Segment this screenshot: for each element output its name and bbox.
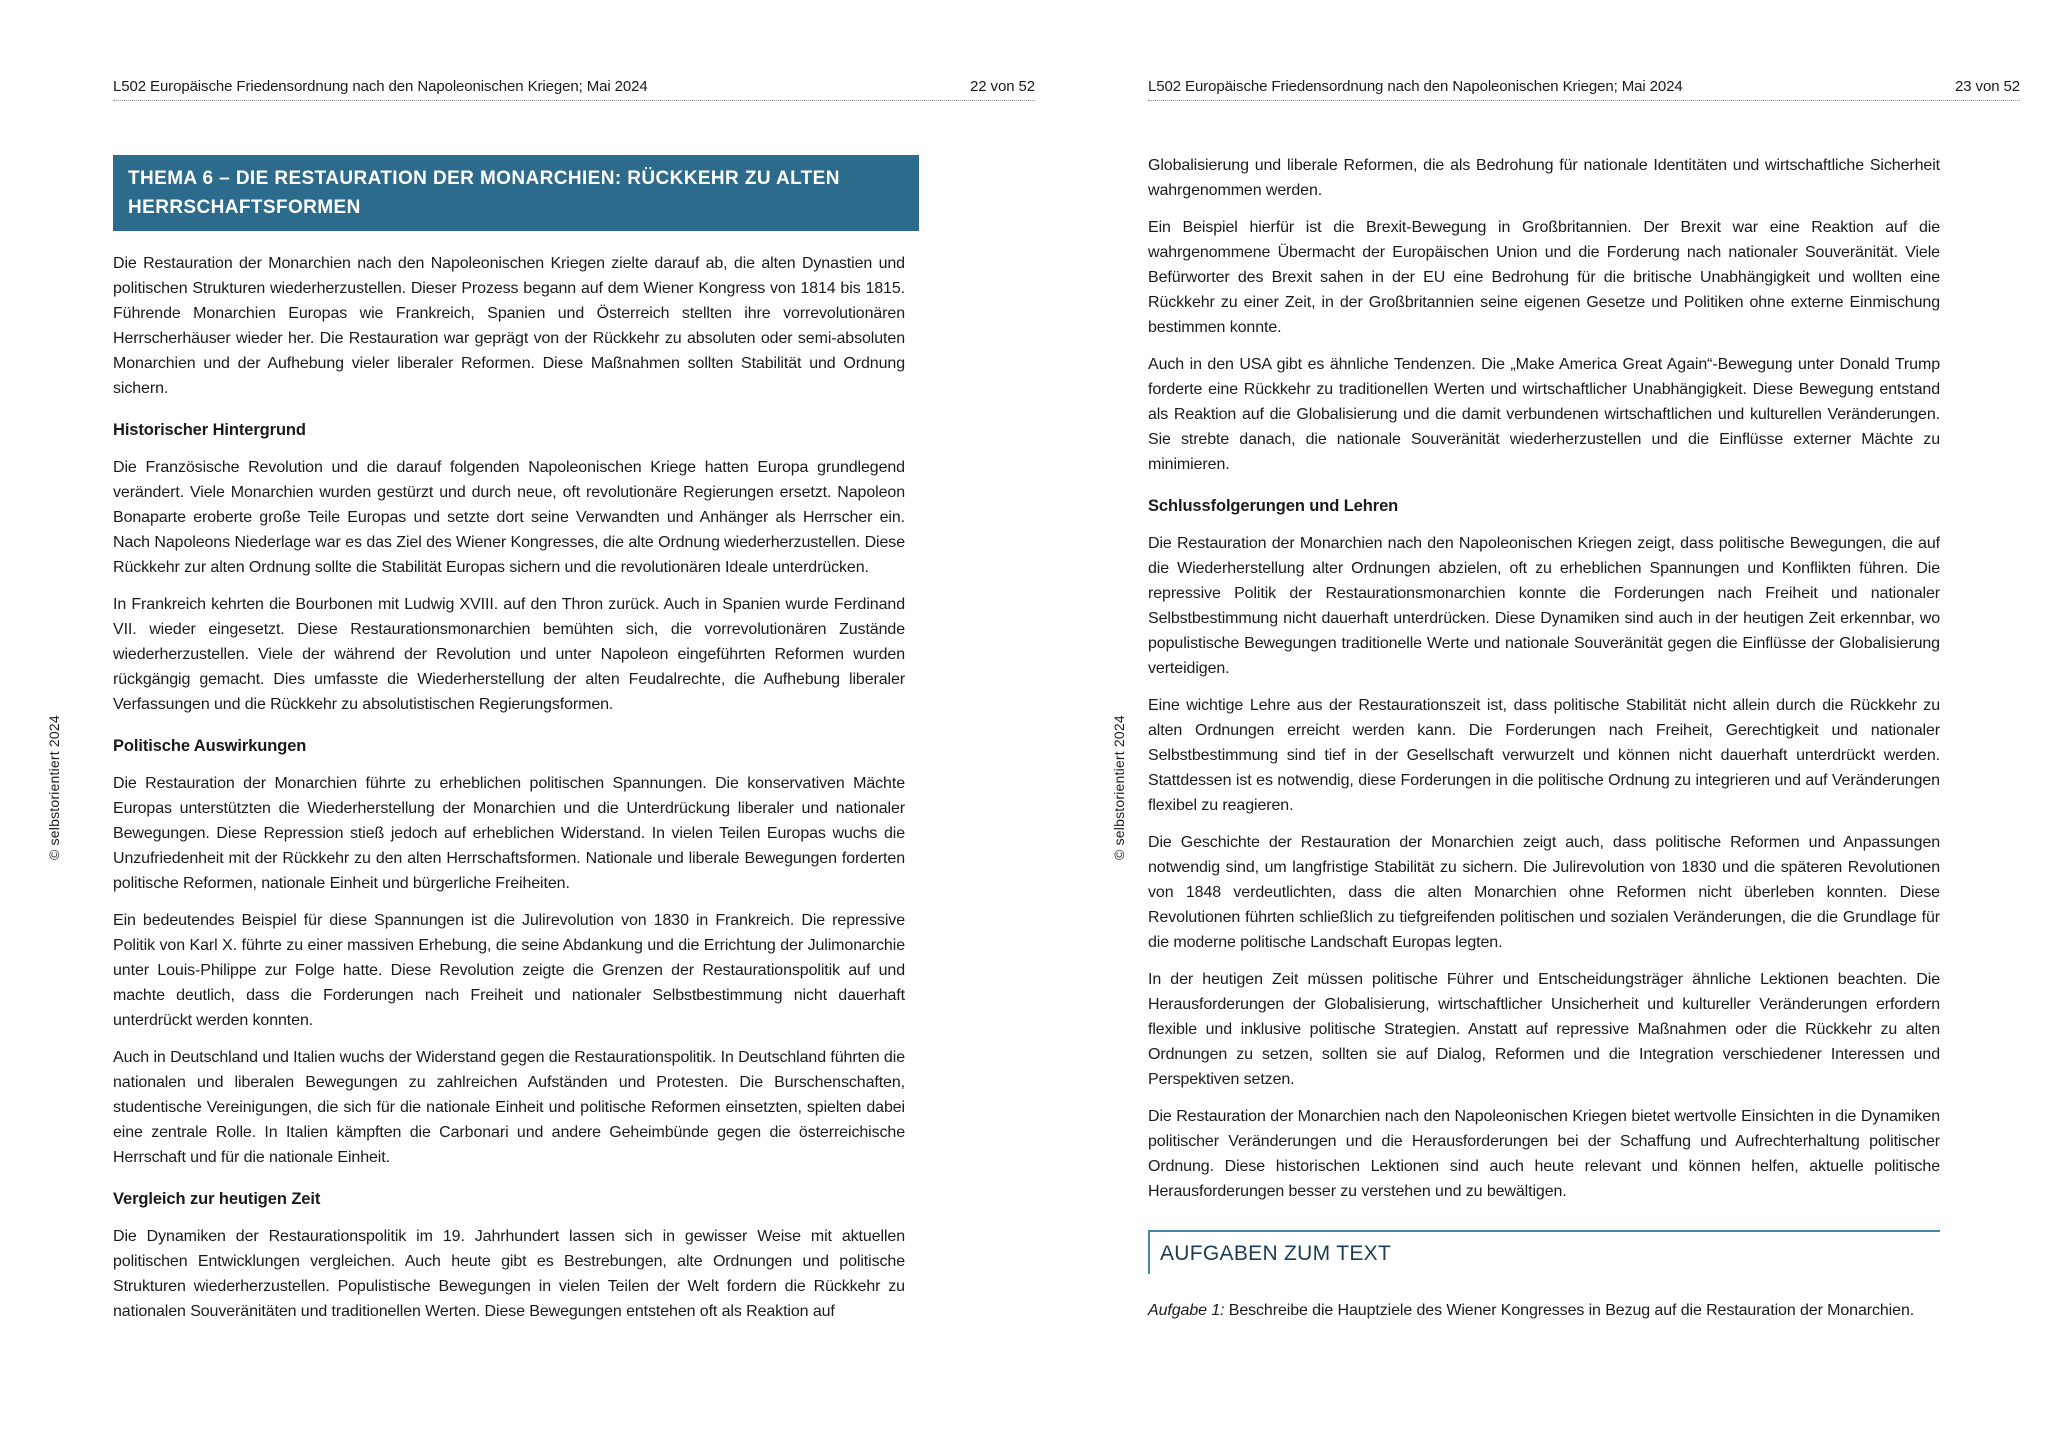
page-body [1148,153,1940,1204]
paragraph: Ein bedeutendes Beispiel für diese Spannungen ist die Julirevolution von 1830 in Frankreich. Die repressive Politik von Karl X. führte zu einer massiven Erhebung, die seine Abdankung und die Errichtung der Julimonarchie unter Louis-Philippe zur Folge hatte. Diese Revolution zeigte die Grenzen der Restaurationspolitik auf und machte deutlich, dass die Forderungen nach Freiheit und nationaler Selbstbestimmung nicht dauerhaft unterdrückt werden konnten. [113,912,905,1029]
paragraph: Die Restauration der Monarchien nach den Napoleonischen Kriegen zielte darauf ab, die alten Dynastien und politischen Strukturen wiederherzustellen. Dieser Prozess begann auf dem Wiener Kongress von 1814 bis 1815. Führende Monarchien Europas wie Frankreich, Spanien und Österreich stellten ihre vorrevolutionären Herrscherhäuser wieder her. Die Restauration war geprägt von der Rückkehr zu absoluten oder semi-absoluten Monarchien und der Aufhebung vieler liberaler Reformen. Diese Maßnahmen sollten Stabilität und Ordnung sichern. [113,255,905,397]
paragraph: Ein Beispiel hierfür ist die Brexit-Bewegung in Großbritannien. Der Brexit war eine Reaktion auf die wahrgenommene Übermacht der Europäischen Union und die Forderung nach nationaler Souveränität. Viele Befürworter des Brexit sahen in der EU eine Bedrohung für die britische Unabhängigkeit und wollten eine Rückkehr zu einer Zeit, in der Großbritannien seine eigenen Gesetze und Politiken ohne externe Einmischung bestimmen konnte. [1148,219,1940,336]
paragraph: Globalisierung und liberale Reformen, die als Bedrohung für nationale Identitäten und wirtschaftliche Sicherheit wahrgenommen werden. [1148,157,1940,199]
section-heading: Schlussfolgerungen und Lehren [1148,497,1399,515]
header-title: L502 Europäische Friedensordnung nach den Napoleonischen Kriegen; Mai 2024 [1148,78,1683,95]
paragraph: In der heutigen Zeit müssen politische Führer und Entscheidungsträger ähnliche Lektionen beachten. Die Herausforderungen der Globalisierung, wirtschaftlicher Unsicherheit und kultureller Veränderungen erfordern flexible und inklusive politische Strategien. Anstatt auf repressive Maßnahmen oder die Rückkehr zu alten Ordnungen zu setzen, sollten sie auf Dialog, Reformen und die Integration verschiedener Interessen und Perspektiven setzen. [1148,971,1940,1088]
copyright-vertical-left: © selbstorientiert 2024 [46,715,62,860]
paragraph: Die Restauration der Monarchien führte zu erheblichen politischen Spannungen. Die konservativen Mächte Europas unterstützten die Wiederherstellung der Monarchien und die Unterdrückung liberaler und nationaler Bewegungen. Diese Repression stieß jedoch auf erheblichen Widerstand. In vielen Teilen Europas wuchs die Unzufriedenheit mit der Rückkehr zu den alten Herrschaftsformen. Nationale und liberale Bewegungen forderten politische Reformen, nationale Einheit und bürgerliche Freiheiten. [113,775,905,892]
copyright-vertical-right: © selbstorientiert 2024 [1111,715,1127,860]
paragraph: Die Französische Revolution und die darauf folgenden Napoleonischen Kriege hatten Europa grundlegend verändert. Viele Monarchien wurden gestürzt und durch neue, oft revolutionäre Regierungen ersetzt. Napoleon Bonaparte eroberte große Teile Europas und setzte dort seine Verwandten und Anhänger als Herrscher ein. Nach Napoleons Niederlage war es das Ziel des Wiener Kongresses, die alte Ordnung wiederherzustellen. Diese Rückkehr zur alten Ordnung sollte die Stabilität Europas sichern und die revolutionären Ideale unterdrücken. [113,459,905,576]
header-title: L502 Europäische Friedensordnung nach den Napoleonischen Kriegen; Mai 2024 [113,78,648,95]
paragraph: Die Restauration der Monarchien nach den Napoleonischen Kriegen bietet wertvolle Einsichten in die Dynamiken politischer Veränderungen und die Herausforderungen bei der Schaffung und Aufrechterhaltung politischer Ordnung. Diese historischen Lektionen sind auch heute relevant und können helfen, aktuelle politische Herausforderungen besser zu verstehen und zu bewältigen. [1148,1108,1940,1200]
paragraph: Die Restauration der Monarchien nach den Napoleonischen Kriegen zeigt, dass politische Bewegungen, die auf die Wiederherstellung alter Ordnungen abzielen, oft zu erheblichen Spannungen und Konflikten führen. Die repressive Politik der Restaurationsmonarchien konnte die Forderungen nach Freiheit und nationaler Selbstbestimmung nicht dauerhaft unterdrücken. Diese Dynamiken sind auch in der heutigen Zeit erkennbar, wo populistische Bewegungen traditionelle Werte und nationale Souveränität gegen die Einflüsse der Globalisierung verteidigen. [1148,535,1940,677]
tasks-section [1148,1230,1940,1274]
paragraph: Eine wichtige Lehre aus der Restaurationszeit ist, dass politische Stabilität nicht allein durch die Rückkehr zu alten Ordnungen erreicht werden kann. Die Forderungen nach Freiheit, Gerechtigkeit und nationaler Selbstbestimmung sind tief in der Gesellschaft verwurzelt und können nicht dauerhaft unterdrückt werden. Stattdessen ist es notwendig, diese Forderungen in die politische Ordnung zu integrieren und auf Veränderungen flexibel zu reagieren. [1148,697,1940,814]
topic-banner: THEMA 6 – DIE RESTAURATION DER MONARCHIEN: RÜCKKEHR ZU ALTEN HERRSCHAFTSFORMEN [113,155,919,231]
section-heading: Historischer Hintergrund [113,421,306,439]
page-header [113,78,1035,101]
paragraph: Die Geschichte der Restauration der Monarchien zeigt auch, dass politische Reformen und Anpassungen notwendig sind, um langfristige Stabilität zu sichern. Die Julirevolution von 1830 und die späteren Revolutionen von 1848 verdeutlichten, dass die alten Monarchien ohne Reformen nicht überleben konnten. Diese Revolutionen führten schließlich zu tiefgreifenden politischen und sozialen Veränderungen, die die Grundlage für die moderne politische Landschaft Europas legten. [1148,834,1940,951]
tasks-section-title: AUFGABEN ZUM TEXT [1160,1242,1392,1265]
task-item [1148,1298,1940,1323]
paragraph: Auch in Deutschland und Italien wuchs der Widerstand gegen die Restaurationspolitik. In Deutschland führten die nationalen und liberalen Bewegungen zu zahlreichen Aufständen und Protesten. Die Burschenschaften, studentische Vereinigungen, die sich für die nationale Einheit und politische Reformen einsetzten, spielten dabei eine zentrale Rolle. In Italien kämpften die Carbonari und andere Geheimbünde gegen die österreichische Herrschaft und für die nationale Einheit. [113,1049,905,1166]
page-number: 23 von 52 [1955,78,2020,95]
page-22 [113,78,1035,1447]
task-label: Aufgabe 1: [1148,1302,1225,1319]
page-number: 22 von 52 [970,78,1035,95]
paragraph: Auch in den USA gibt es ähnliche Tendenzen. Die „Make America Great Again“-Bewegung unter Donald Trump forderte eine Rückkehr zu traditionellen Werten und wirtschaftlicher Unabhängigkeit. Diese Bewegung entstand als Reaktion auf die Globalisierung und die damit verbundenen wirtschaftlichen und kulturellen Veränderungen. Sie strebte danach, die nationale Souveränität wiederherzustellen und die Einflüsse externer Mächte zu minimieren. [1148,356,1940,473]
paragraph: In Frankreich kehrten die Bourbonen mit Ludwig XVIII. auf den Thron zurück. Auch in Spanien wurde Ferdinand VII. wieder eingesetzt. Diese Restaurationsmonarchien bemühten sich, die vorrevolutionären Zustände wiederherzustellen. Viele der während der Revolution und unter Napoleon eingeführten Reformen wurden rückgängig gemacht. Dies umfasste die Wiederherstellung der alten Feudalrechte, die Aufhebung liberaler Verfassungen und die Rückkehr zu absolutistischen Regierungsformen. [113,596,905,713]
task-text: Beschreibe die Hauptziele des Wiener Kongresses in Bezug auf die Restauration der Monarchien. [1228,1302,1915,1319]
page-body [113,251,905,1324]
page-23 [1148,78,2020,1447]
page-header [1148,78,2020,101]
section-heading: Politische Auswirkungen [113,737,307,755]
paragraph: Die Dynamiken der Restaurationspolitik im 19. Jahrhundert lassen sich in gewisser Weise mit aktuellen politischen Entwicklungen vergleichen. Auch heute gibt es Bestrebungen, alte Ordnungen und politische Strukturen wiederherzustellen. Populistische Bewegungen in vielen Teilen der Welt fordern die Rückkehr zu nationalen Souveränitäten und traditionellen Werten. Diese Bewegungen entstehen oft als Reaktion auf [113,1228,905,1320]
section-heading: Vergleich zur heutigen Zeit [113,1190,321,1208]
